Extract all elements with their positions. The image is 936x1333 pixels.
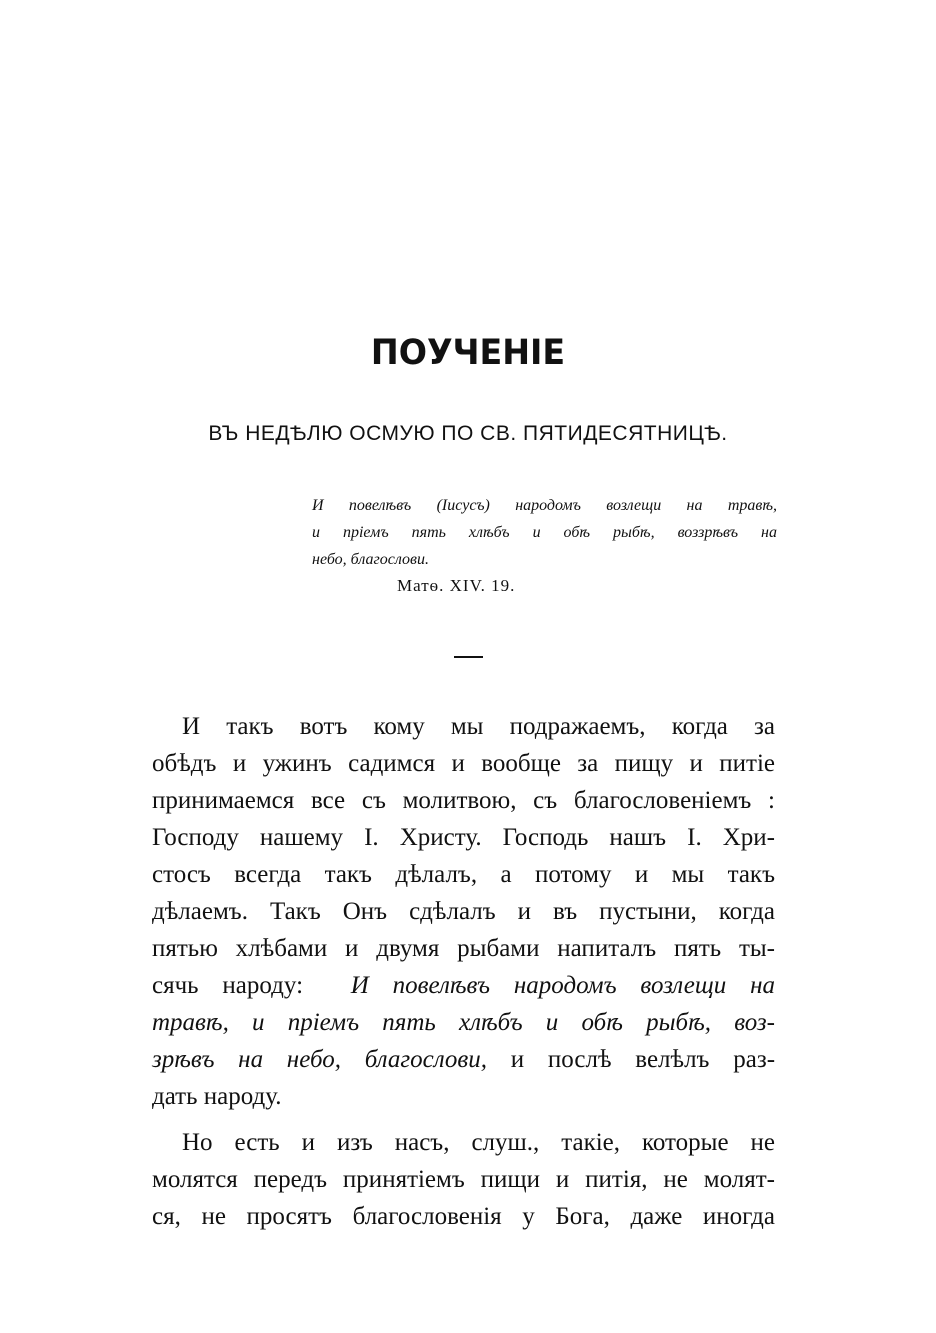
paragraph-line: дѣлаемъ. Такъ Онъ сдѣлалъ и въ пустыни, когда xyxy=(152,898,775,925)
italic-quote: травѣ, и пріемъ пять хлѣбъ и обѣ рыбѣ, воз- xyxy=(152,1009,775,1036)
page-title: ПОУЧЕНІЕ xyxy=(370,333,566,373)
section-divider xyxy=(454,656,483,658)
paragraph-line: пятью хлѣбами и двумя рыбами напиталъ пять ты- xyxy=(152,935,775,962)
epigraph-line: и пріемъ пять хлѣбъ и обѣ рыбѣ, воззрѣвъ на xyxy=(312,524,777,541)
body-text xyxy=(152,708,775,1235)
paragraph-line: ся, не просятъ благословенія у Бога, даже иногда xyxy=(152,1203,775,1230)
epigraph-line: И повелѣвъ (Іисусъ) народомъ возлещи на травѣ, xyxy=(312,497,777,514)
plain-text: сячь народу: xyxy=(152,972,304,999)
italic-quote: зрѣвъ на небо, благослови, xyxy=(152,1046,488,1073)
paragraph-line: дать народу. xyxy=(152,1083,282,1110)
italic-quote: И повелѣвъ народомъ возлещи на xyxy=(350,972,775,999)
paragraph-line: Но есть и изъ насъ, слуш., такіе, которые не xyxy=(182,1129,775,1156)
page-subtitle: ВЪ НЕДѢЛЮ ОСМУЮ ПО СВ. ПЯТИДЕСЯТНИЦѢ. xyxy=(208,422,728,445)
paragraph-line: Господу нашему І. Христу. Господь нашъ І. Хри- xyxy=(152,824,775,851)
paragraph-line: И такъ вотъ кому мы подражаемъ, когда за xyxy=(182,713,775,740)
epigraph xyxy=(312,492,777,573)
paragraph-line: обѣдъ и ужинъ садимся и вообще за пищу и питіе xyxy=(152,750,775,777)
epigraph-line: небо, благослови. xyxy=(312,551,429,568)
paragraph-line xyxy=(152,1041,775,1078)
paragraph-gap xyxy=(152,1115,775,1124)
paragraph-line: принимаемся все съ молитвою, съ благословеніемъ : xyxy=(152,787,775,814)
plain-text: и послѣ велѣлъ раз- xyxy=(510,1046,776,1073)
paragraph-line: молятся передъ принятіемъ пищи и питія, не молят- xyxy=(152,1166,775,1193)
paragraph-line: стосъ всегда такъ дѣлалъ, а потому и мы такъ xyxy=(152,861,775,888)
paragraph-line xyxy=(152,967,775,1004)
scripture-reference: Матѳ. XIV. 19. xyxy=(397,576,516,595)
